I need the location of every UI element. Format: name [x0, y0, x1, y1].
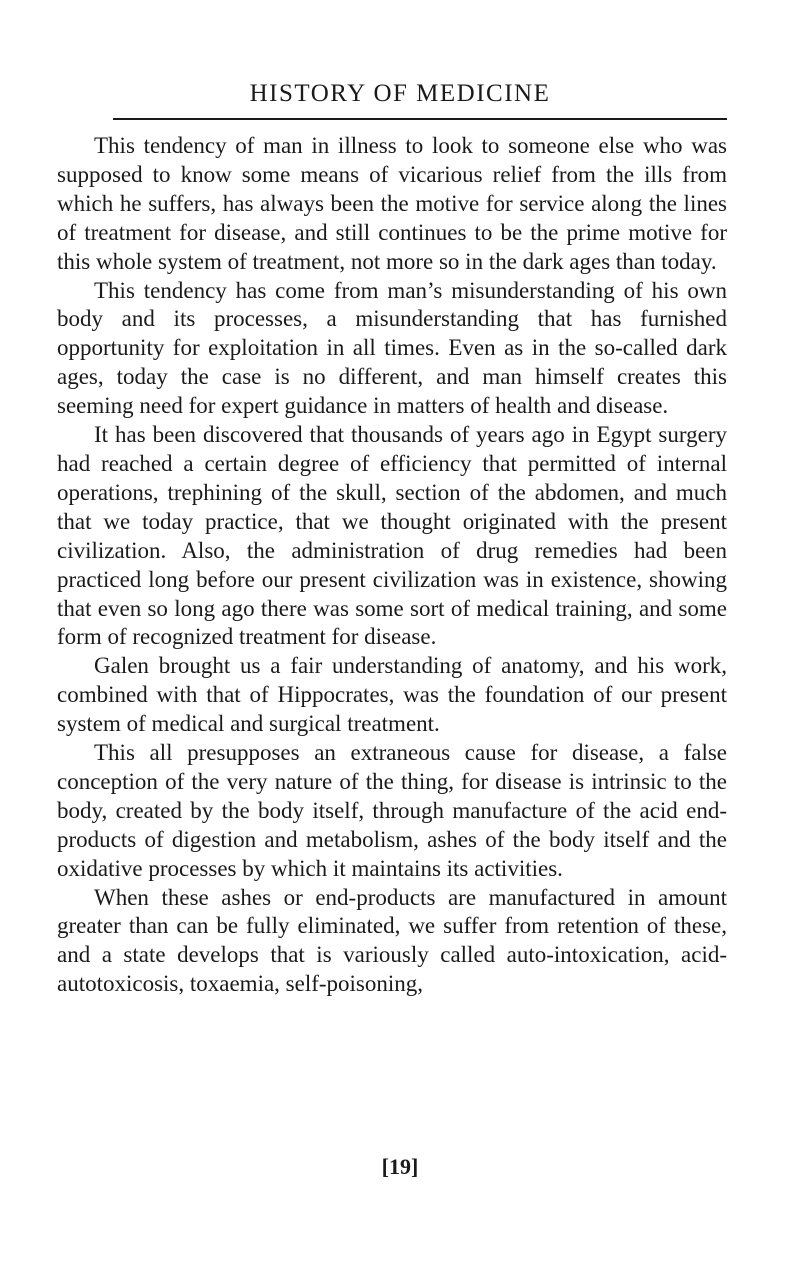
- paragraph: It has been discovered that thousands of years ago in Egypt surgery had reached a certain degree of efficiency that permitted of internal operations, trephining of the skull, section of the abdomen, and much that we today practice, that we thought originated with the present civilization. Also, the administration of drug remedies had been practiced long before our present civilization was in existence, showing that even so long ago there was some sort of medical training, and some form of recognized treatment for disease.: [57, 422, 727, 650]
- page-number: [19]: [381, 1154, 419, 1179]
- body-text: [57, 132, 727, 999]
- header-rule: [113, 118, 727, 120]
- paragraph: This tendency has come from man’s misunderstanding of his own body and its processes, a misunderstanding that has furnished opportunity for exploitation in all times. Even as in the so-called dark ages, today the case is no different, and man himself creates this seeming need for expert guidance in matters of health and disease.: [57, 277, 727, 419]
- running-head: HISTORY OF MEDICINE: [249, 80, 551, 107]
- paragraph: This all presupposes an extraneous cause for disease, a false conception of the very nature of the thing, for disease is intrinsic to the body, created by the body itself, through manufacture of the acid end-products of digestion and metabolism, ashes of the body itself and the oxidative processes by which it maintains its activities.: [57, 740, 727, 881]
- paragraph: When these ashes or end-products are manufactured in amount greater than can be fully eliminated, we suffer from retention of these, and a state develops that is variously called auto-intoxication, acid-autotoxicosis, toxaemia, self-poisoning,: [57, 884, 727, 997]
- paragraph: This tendency of man in illness to look to someone else who was supposed to know some means of vicarious relief from the ills from which he suffers, has always been the motive for service along the lines of treatment for disease, and still continues to be the prime motive for this whole system of treatment, not more so in the dark ages than today.: [57, 133, 727, 274]
- paragraph: Galen brought us a fair understanding of anatomy, and his work, combined with that of Hippocrates, was the foundation of our present system of medical and surgical treatment.: [57, 653, 727, 737]
